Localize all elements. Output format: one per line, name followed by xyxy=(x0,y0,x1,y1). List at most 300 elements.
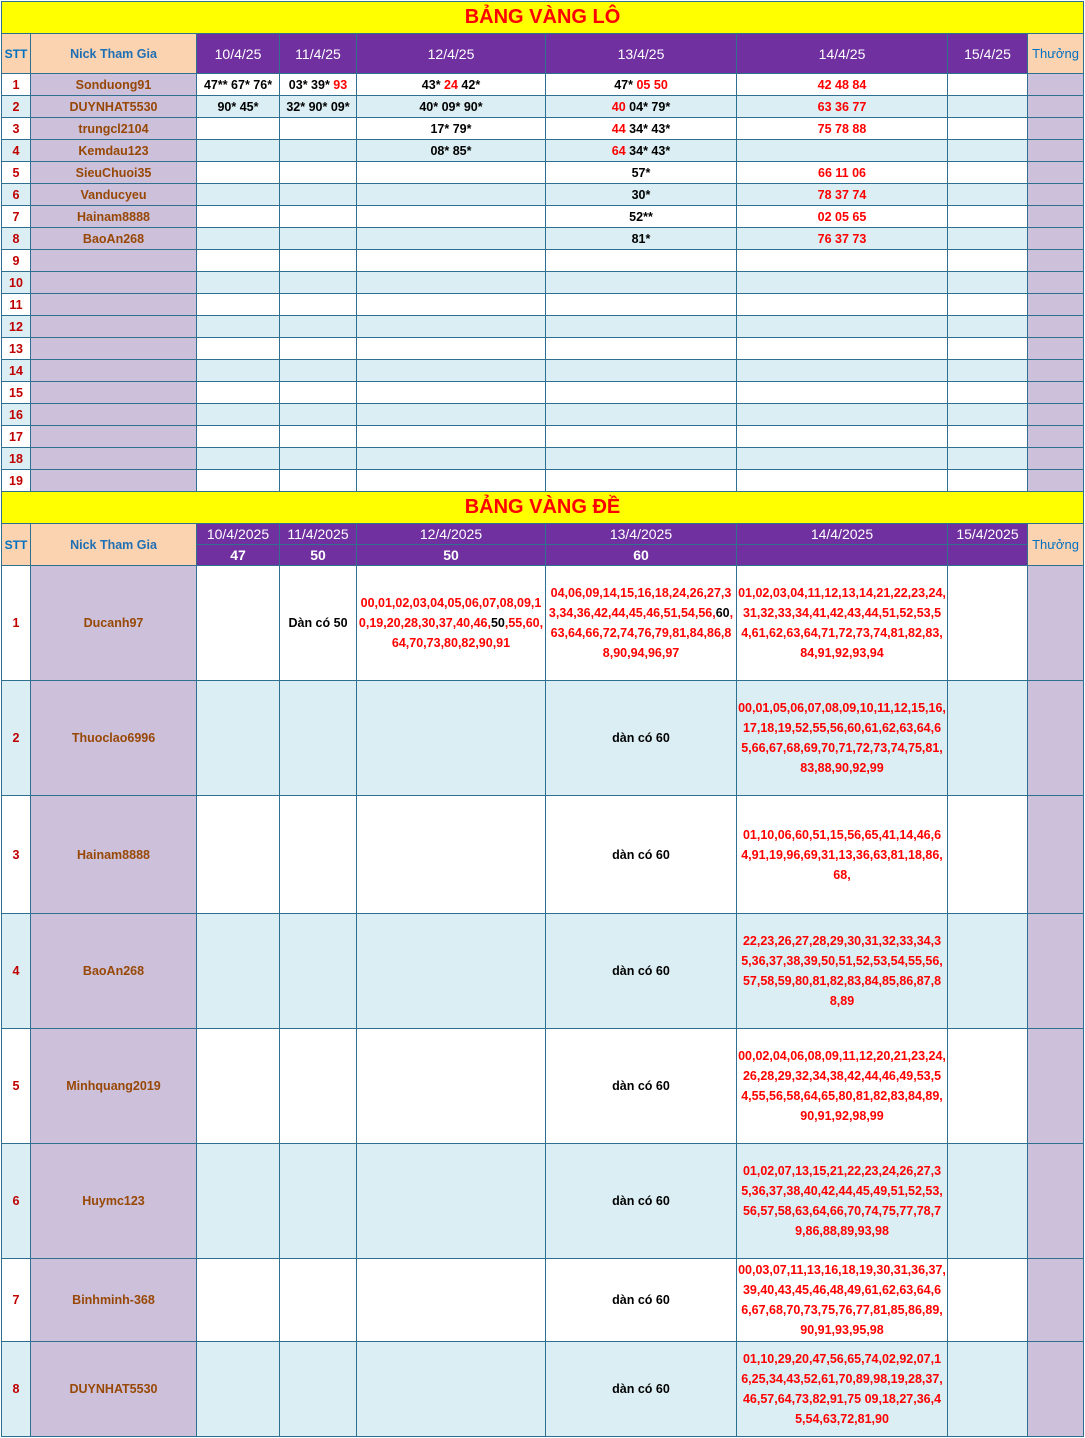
row-stt: 2 xyxy=(2,681,31,796)
day-cell xyxy=(280,294,357,316)
day-cell xyxy=(948,228,1028,250)
day-cell xyxy=(357,404,546,426)
table-row xyxy=(2,316,1084,338)
row-nick xyxy=(31,316,197,338)
day-cell xyxy=(197,1029,280,1144)
day-cell xyxy=(280,566,357,681)
day-cell xyxy=(357,228,546,250)
day-cell xyxy=(948,184,1028,206)
cell-text: ,55,60,64,70,73,80,82,90,91 xyxy=(391,616,544,650)
row-stt: 2 xyxy=(2,96,31,118)
cell-text: 47** 67* 76* xyxy=(203,77,273,92)
day-cell xyxy=(546,118,737,140)
day-cell xyxy=(280,96,357,118)
cell-text: 17* 79* xyxy=(430,121,472,136)
day-cell xyxy=(948,338,1028,360)
row-nick xyxy=(31,294,197,316)
de-result: 60 xyxy=(546,545,737,566)
day-cell xyxy=(197,162,280,184)
table-row xyxy=(2,382,1084,404)
day-cell xyxy=(197,1342,280,1437)
table-row xyxy=(2,118,1084,140)
cell-text: 76 37 73 xyxy=(817,231,867,246)
lo-header-date: 13/4/25 xyxy=(546,34,737,74)
day-cell xyxy=(357,1029,546,1144)
row-nick: DUYNHAT5530 xyxy=(31,1342,197,1437)
lo-header-date: 10/4/25 xyxy=(197,34,280,74)
cell-text: 22,23,26,27,28,29,30,31,32,33,34,35,36,37,38,39,50,51,52,53,54,55,56,57,58,59,80,81,82,83,84,85,86,87,88,89 xyxy=(741,934,943,1008)
day-cell xyxy=(737,1144,948,1259)
de-result xyxy=(737,545,948,566)
day-cell xyxy=(737,470,948,492)
day-cell xyxy=(197,426,280,448)
de-header-thuong: Thưởng xyxy=(1028,524,1084,566)
row-thuong xyxy=(1028,206,1084,228)
day-cell xyxy=(280,404,357,426)
table-row xyxy=(2,1144,1084,1259)
day-cell xyxy=(737,74,948,96)
day-cell xyxy=(737,228,948,250)
cell-text: dàn có 60 xyxy=(612,731,670,745)
row-nick: Vanducyeu xyxy=(31,184,197,206)
row-thuong xyxy=(1028,448,1084,470)
lo-title: BẢNG VÀNG LÔ xyxy=(2,2,1084,34)
day-cell xyxy=(280,382,357,404)
day-cell xyxy=(948,96,1028,118)
cell-text: 00,02,04,06,08,09,11,12,20,21,23,24,26,28,29,32,34,38,42,44,46,49,53,54,55,56,58,64,65,80,81,82,83,84,89,90,91,92,98,99 xyxy=(738,1049,946,1123)
row-nick: Thuoclao6996 xyxy=(31,681,197,796)
de-header-nick: Nick Tham Gia xyxy=(31,524,197,566)
row-stt: 8 xyxy=(2,1342,31,1437)
de-header-date: 10/4/2025 xyxy=(197,524,280,545)
day-cell xyxy=(546,426,737,448)
day-cell xyxy=(737,294,948,316)
day-cell xyxy=(197,74,280,96)
day-cell xyxy=(737,404,948,426)
cell-text: dàn có 60 xyxy=(612,1293,670,1307)
day-cell xyxy=(197,206,280,228)
row-nick xyxy=(31,272,197,294)
day-cell xyxy=(737,1342,948,1437)
row-thuong xyxy=(1028,294,1084,316)
lo-header-date: 15/4/25 xyxy=(948,34,1028,74)
day-cell xyxy=(546,566,737,681)
row-stt: 7 xyxy=(2,206,31,228)
cell-text: 02 05 65 xyxy=(817,209,867,224)
day-cell xyxy=(737,162,948,184)
day-cell xyxy=(737,1029,948,1144)
cell-text: 63 36 77 xyxy=(817,99,867,114)
day-cell xyxy=(737,118,948,140)
day-cell xyxy=(197,404,280,426)
de-result: 50 xyxy=(280,545,357,566)
day-cell xyxy=(948,74,1028,96)
row-nick: Minhquang2019 xyxy=(31,1029,197,1144)
row-stt: 8 xyxy=(2,228,31,250)
day-cell xyxy=(948,316,1028,338)
cell-text: 00,01,02,03,04,05,06,07,08,09,10,19,20,28,30,37,40,46, xyxy=(358,596,542,630)
row-thuong xyxy=(1028,426,1084,448)
cell-text: 32* 90* 09* xyxy=(286,99,350,114)
row-nick: DUYNHAT5530 xyxy=(31,96,197,118)
row-thuong xyxy=(1028,1029,1084,1144)
row-thuong xyxy=(1028,250,1084,272)
day-cell xyxy=(357,118,546,140)
row-thuong xyxy=(1028,1259,1084,1342)
row-thuong xyxy=(1028,74,1084,96)
table-row xyxy=(2,294,1084,316)
de-result: 50 xyxy=(357,545,546,566)
day-cell xyxy=(357,140,546,162)
day-cell xyxy=(357,914,546,1029)
day-cell xyxy=(546,162,737,184)
day-cell xyxy=(280,914,357,1029)
row-nick: Kemdau123 xyxy=(31,140,197,162)
day-cell xyxy=(280,360,357,382)
day-cell xyxy=(357,74,546,96)
day-cell xyxy=(546,448,737,470)
day-cell xyxy=(357,1342,546,1437)
day-cell xyxy=(737,681,948,796)
row-thuong xyxy=(1028,404,1084,426)
row-stt: 3 xyxy=(2,118,31,140)
cell-text: 40 xyxy=(611,99,626,114)
day-cell xyxy=(280,426,357,448)
day-cell xyxy=(357,448,546,470)
day-cell xyxy=(546,914,737,1029)
day-cell xyxy=(357,566,546,681)
day-cell xyxy=(737,360,948,382)
row-thuong xyxy=(1028,338,1084,360)
day-cell xyxy=(948,1342,1028,1437)
row-stt: 7 xyxy=(2,1259,31,1342)
table-row xyxy=(2,1259,1084,1342)
cell-text: 04* 79* xyxy=(625,99,671,114)
de-title: BẢNG VÀNG ĐỀ xyxy=(2,492,1084,524)
cell-text: 44 xyxy=(611,121,626,136)
day-cell xyxy=(546,272,737,294)
row-nick: BaoAn268 xyxy=(31,228,197,250)
de-header-date: 15/4/2025 xyxy=(948,524,1028,545)
cell-text: 66 11 06 xyxy=(818,165,866,180)
row-thuong xyxy=(1028,1342,1084,1437)
cell-text: 64 xyxy=(611,143,626,158)
day-cell xyxy=(546,1029,737,1144)
row-stt: 18 xyxy=(2,448,31,470)
table-row xyxy=(2,206,1084,228)
row-thuong xyxy=(1028,360,1084,382)
day-cell xyxy=(197,140,280,162)
de-header-date: 13/4/2025 xyxy=(546,524,737,545)
day-cell xyxy=(737,250,948,272)
day-cell xyxy=(197,796,280,914)
table-row xyxy=(2,1029,1084,1144)
day-cell xyxy=(280,1259,357,1342)
day-cell xyxy=(357,1259,546,1342)
row-stt: 15 xyxy=(2,382,31,404)
day-cell xyxy=(197,566,280,681)
lo-header-nick: Nick Tham Gia xyxy=(31,34,197,74)
day-cell xyxy=(357,1144,546,1259)
cell-text: 57* xyxy=(631,165,651,180)
day-cell xyxy=(948,448,1028,470)
cell-text: 05 50 xyxy=(636,77,668,92)
cell-text: 00,03,07,11,13,16,18,19,30,31,36,37,39,40,43,45,46,48,49,61,62,63,64,66,67,68,70,73,75,76,77,81,85,86,89,90,91,93,95,98 xyxy=(738,1263,946,1337)
row-nick: Sonduong91 xyxy=(31,74,197,96)
day-cell xyxy=(197,448,280,470)
day-cell xyxy=(948,1144,1028,1259)
table-row xyxy=(2,184,1084,206)
day-cell xyxy=(197,294,280,316)
cell-text: 01,10,06,60,51,15,56,65,41,14,46,64,91,19,96,69,31,13,36,63,81,18,86,68, xyxy=(741,827,943,882)
day-cell xyxy=(948,914,1028,1029)
cell-text: 00,01,05,06,07,08,09,10,11,12,15,16,17,18,19,52,55,56,60,61,62,63,64,65,66,67,68,69,70,71,72,73,74,75,81,83,88,90,92,99 xyxy=(738,701,946,775)
table-row xyxy=(2,796,1084,914)
day-cell xyxy=(546,250,737,272)
cell-text: 93 xyxy=(333,77,348,92)
day-cell xyxy=(197,1144,280,1259)
cell-text: 04,06,09,14,15,16,18,24,26,27,33,34,36,42,44,45,46,51,54,56, xyxy=(548,586,732,620)
cell-text: dàn có 60 xyxy=(612,964,670,978)
row-thuong xyxy=(1028,382,1084,404)
row-thuong xyxy=(1028,470,1084,492)
row-stt: 16 xyxy=(2,404,31,426)
row-thuong xyxy=(1028,118,1084,140)
cell-text: 24 xyxy=(444,77,458,92)
table-row xyxy=(2,1342,1084,1437)
table-row xyxy=(2,470,1084,492)
day-cell xyxy=(737,1259,948,1342)
row-stt: 12 xyxy=(2,316,31,338)
day-cell xyxy=(546,184,737,206)
row-nick xyxy=(31,382,197,404)
day-cell xyxy=(357,250,546,272)
row-stt: 5 xyxy=(2,1029,31,1144)
day-cell xyxy=(197,360,280,382)
day-cell xyxy=(357,272,546,294)
day-cell xyxy=(737,566,948,681)
day-cell xyxy=(737,914,948,1029)
row-stt: 14 xyxy=(2,360,31,382)
day-cell xyxy=(357,338,546,360)
day-cell xyxy=(948,206,1028,228)
day-cell xyxy=(280,1144,357,1259)
lo-header-stt: STT xyxy=(2,34,31,74)
day-cell xyxy=(357,426,546,448)
cell-text: 81* xyxy=(631,231,651,246)
row-stt: 3 xyxy=(2,796,31,914)
day-cell xyxy=(197,681,280,796)
day-cell xyxy=(357,162,546,184)
row-stt: 19 xyxy=(2,470,31,492)
day-cell xyxy=(546,1144,737,1259)
day-cell xyxy=(546,796,737,914)
day-cell xyxy=(737,448,948,470)
cell-text: ,63,64,66,72,74,76,79,81,84,86,88,90,94,96,97 xyxy=(550,606,734,660)
row-thuong xyxy=(1028,272,1084,294)
day-cell xyxy=(948,796,1028,914)
table-row xyxy=(2,74,1084,96)
day-cell xyxy=(357,316,546,338)
row-nick: Binhminh-368 xyxy=(31,1259,197,1342)
cell-text: 52** xyxy=(629,209,653,224)
day-cell xyxy=(737,206,948,228)
day-cell xyxy=(948,470,1028,492)
cell-text: 03* 39* xyxy=(288,77,334,92)
day-cell xyxy=(737,272,948,294)
table-row xyxy=(2,566,1084,681)
table-row xyxy=(2,360,1084,382)
day-cell xyxy=(280,1029,357,1144)
day-cell xyxy=(197,316,280,338)
row-nick xyxy=(31,360,197,382)
cell-text: 75 78 88 xyxy=(817,121,867,136)
day-cell xyxy=(948,566,1028,681)
day-cell xyxy=(357,184,546,206)
day-cell xyxy=(197,382,280,404)
day-cell xyxy=(546,681,737,796)
de-result: 47 xyxy=(197,545,280,566)
row-nick xyxy=(31,338,197,360)
cell-text: dàn có 60 xyxy=(612,1194,670,1208)
de-header-date: 12/4/2025 xyxy=(357,524,546,545)
row-nick: SieuChuoi35 xyxy=(31,162,197,184)
row-thuong xyxy=(1028,184,1084,206)
day-cell xyxy=(280,206,357,228)
row-stt: 10 xyxy=(2,272,31,294)
table-row xyxy=(2,228,1084,250)
day-cell xyxy=(546,316,737,338)
row-thuong xyxy=(1028,566,1084,681)
day-cell xyxy=(948,360,1028,382)
day-cell xyxy=(546,338,737,360)
table-row xyxy=(2,914,1084,1029)
table-row xyxy=(2,404,1084,426)
row-stt: 4 xyxy=(2,914,31,1029)
day-cell xyxy=(280,228,357,250)
cell-text: 47* xyxy=(614,77,637,92)
cell-text: Dàn có 50 xyxy=(288,616,348,630)
day-cell xyxy=(737,316,948,338)
de-result xyxy=(948,545,1028,566)
day-cell xyxy=(948,1029,1028,1144)
day-cell xyxy=(546,1342,737,1437)
day-cell xyxy=(280,1342,357,1437)
row-stt: 13 xyxy=(2,338,31,360)
day-cell xyxy=(197,96,280,118)
day-cell xyxy=(280,448,357,470)
de-header-stt: STT xyxy=(2,524,31,566)
lo-header-thuong: Thưởng xyxy=(1028,34,1084,74)
row-thuong xyxy=(1028,681,1084,796)
day-cell xyxy=(280,316,357,338)
day-cell xyxy=(280,681,357,796)
day-cell xyxy=(737,140,948,162)
cell-text: 30* xyxy=(631,187,651,202)
row-stt: 6 xyxy=(2,184,31,206)
row-thuong xyxy=(1028,796,1084,914)
day-cell xyxy=(280,184,357,206)
day-cell xyxy=(546,74,737,96)
row-nick: Hainam8888 xyxy=(31,206,197,228)
row-thuong xyxy=(1028,316,1084,338)
day-cell xyxy=(546,96,737,118)
cell-text: 42* xyxy=(457,77,481,92)
row-thuong xyxy=(1028,162,1084,184)
day-cell xyxy=(948,162,1028,184)
row-stt: 9 xyxy=(2,250,31,272)
row-thuong xyxy=(1028,140,1084,162)
cell-text: 78 37 74 xyxy=(817,187,867,202)
row-stt: 1 xyxy=(2,566,31,681)
day-cell xyxy=(546,228,737,250)
table-row xyxy=(2,426,1084,448)
day-cell xyxy=(948,272,1028,294)
day-cell xyxy=(737,796,948,914)
lo-header-date: 12/4/25 xyxy=(357,34,546,74)
row-nick xyxy=(31,404,197,426)
day-cell xyxy=(546,140,737,162)
table-row xyxy=(2,162,1084,184)
day-cell xyxy=(737,426,948,448)
row-nick: trungcl2104 xyxy=(31,118,197,140)
row-nick xyxy=(31,448,197,470)
row-thuong xyxy=(1028,914,1084,1029)
day-cell xyxy=(197,184,280,206)
row-thuong xyxy=(1028,228,1084,250)
row-nick xyxy=(31,470,197,492)
day-cell xyxy=(948,250,1028,272)
day-cell xyxy=(280,796,357,914)
day-cell xyxy=(546,206,737,228)
day-cell xyxy=(546,294,737,316)
day-cell xyxy=(280,272,357,294)
day-cell xyxy=(948,404,1028,426)
table-row xyxy=(2,250,1084,272)
day-cell xyxy=(280,74,357,96)
table-row xyxy=(2,681,1084,796)
day-cell xyxy=(948,1259,1028,1342)
day-cell xyxy=(280,470,357,492)
day-cell xyxy=(948,140,1028,162)
day-cell xyxy=(357,681,546,796)
day-cell xyxy=(357,360,546,382)
table-row xyxy=(2,96,1084,118)
cell-text: 34* 43* xyxy=(625,121,671,136)
cell-text: 60 xyxy=(715,606,730,620)
day-cell xyxy=(280,140,357,162)
day-cell xyxy=(357,206,546,228)
de-header-date: 14/4/2025 xyxy=(737,524,948,545)
day-cell xyxy=(737,184,948,206)
de-table xyxy=(1,491,1084,1437)
day-cell xyxy=(948,118,1028,140)
day-cell xyxy=(737,338,948,360)
day-cell xyxy=(197,470,280,492)
day-cell xyxy=(197,1259,280,1342)
day-cell xyxy=(197,250,280,272)
day-cell xyxy=(546,382,737,404)
row-stt: 17 xyxy=(2,426,31,448)
row-stt: 4 xyxy=(2,140,31,162)
day-cell xyxy=(197,118,280,140)
day-cell xyxy=(280,118,357,140)
day-cell xyxy=(197,338,280,360)
cell-text: 50 xyxy=(490,616,505,630)
day-cell xyxy=(737,382,948,404)
day-cell xyxy=(546,360,737,382)
day-cell xyxy=(948,294,1028,316)
